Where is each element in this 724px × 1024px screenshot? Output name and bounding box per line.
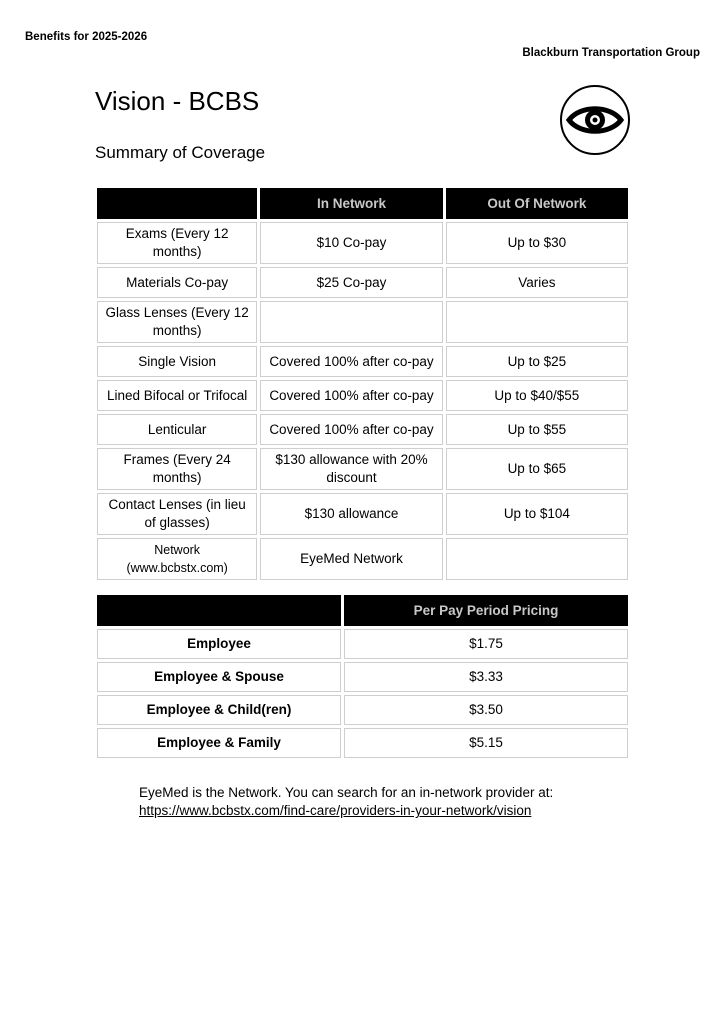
benefit-label: Exams (Every 12 months) [97, 222, 257, 264]
benefit-label: Lined Bifocal or Trifocal [97, 380, 257, 411]
tier-price: $1.75 [344, 629, 628, 659]
table-row [97, 346, 628, 377]
table-row [97, 662, 628, 692]
benefit-label: Single Vision [97, 346, 257, 377]
header-company-name: Blackburn Transportation Group [522, 47, 700, 59]
out-network-value [446, 301, 628, 343]
header-benefits-year: Benefits for 2025-2026 [25, 31, 148, 43]
table-row [97, 538, 628, 580]
in-network-value: $130 allowance [260, 493, 442, 535]
out-network-value: Up to $25 [446, 346, 628, 377]
in-network-value: $10 Co-pay [260, 222, 442, 264]
table-row [97, 267, 628, 298]
table-row [97, 301, 628, 343]
in-network-value: $130 allowance with 20% discount [260, 448, 442, 490]
coverage-tier: Employee & Spouse [97, 662, 341, 692]
table-row [97, 629, 628, 659]
page-title: Vision - BCBS [95, 86, 260, 116]
out-network-value: Up to $104 [446, 493, 628, 535]
benefit-label: Glass Lenses (Every 12 months) [97, 301, 257, 343]
benefit-label: Materials Co-pay [97, 267, 257, 298]
benefit-label: Contact Lenses (in lieu of glasses) [97, 493, 257, 535]
coverage-tier: Employee [97, 629, 341, 659]
footnote-text: EyeMed is the Network. You can search for an in-network provider at: [139, 785, 554, 800]
provider-search-link[interactable]: https://www.bcbstx.com/find-care/providers-in-your-network/vision [139, 803, 532, 818]
page-subtitle: Summary of Coverage [95, 143, 266, 162]
coverage-header-row [97, 188, 628, 219]
out-network-value: Up to $40/$55 [446, 380, 628, 411]
table-row [97, 493, 628, 535]
coverage-header-out-network: Out Of Network [446, 188, 628, 219]
tier-price: $3.50 [344, 695, 628, 725]
in-network-value: Covered 100% after co-pay [260, 414, 442, 445]
in-network-value: EyeMed Network [260, 538, 442, 580]
out-network-value: Up to $65 [446, 448, 628, 490]
out-network-value [446, 538, 628, 580]
tier-price: $5.15 [344, 728, 628, 758]
benefit-label: Lenticular [97, 414, 257, 445]
pricing-header-per-pay-period: Per Pay Period Pricing [344, 595, 628, 626]
table-row [97, 448, 628, 490]
eye-icon [566, 103, 624, 137]
table-row [97, 414, 628, 445]
coverage-header-blank [97, 188, 257, 219]
coverage-tier: Employee & Family [97, 728, 341, 758]
table-row [97, 695, 628, 725]
coverage-table [94, 185, 631, 583]
pricing-header-blank [97, 595, 341, 626]
coverage-header-in-network: In Network [260, 188, 442, 219]
out-network-value: Up to $30 [446, 222, 628, 264]
table-row [97, 728, 628, 758]
pricing-table [94, 592, 631, 761]
out-network-value: Up to $55 [446, 414, 628, 445]
network-footnote [139, 784, 553, 820]
benefit-label: Frames (Every 24 months) [97, 448, 257, 490]
coverage-tier: Employee & Child(ren) [97, 695, 341, 725]
eye-logo [560, 85, 630, 155]
pricing-header-row [97, 595, 628, 626]
in-network-value: $25 Co-pay [260, 267, 442, 298]
in-network-value: Covered 100% after co-pay [260, 380, 442, 411]
benefit-label: Network (www.bcbstx.com) [97, 538, 257, 580]
table-row [97, 222, 628, 264]
in-network-value: Covered 100% after co-pay [260, 346, 442, 377]
tier-price: $3.33 [344, 662, 628, 692]
table-row [97, 380, 628, 411]
in-network-value [260, 301, 442, 343]
out-network-value: Varies [446, 267, 628, 298]
